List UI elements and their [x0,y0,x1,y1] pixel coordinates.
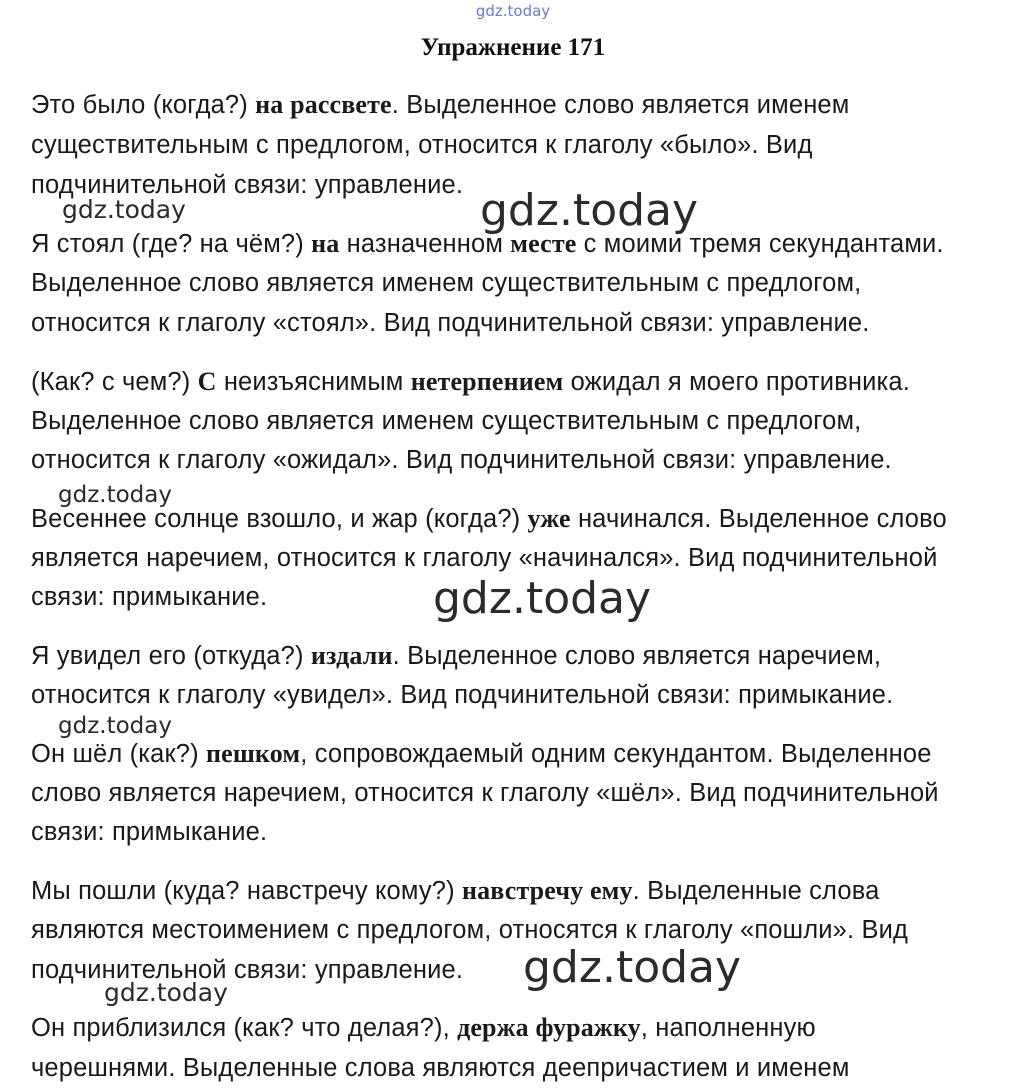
watermark: gdz.today [104,978,228,1007]
text-segment: Выделенное слово является именем существительным с предлогом, [31,269,862,297]
text-segment: является наречием, относится к глаголу «начинался». Вид подчинительной [31,544,938,572]
text-segment: существительным с предлогом, относится к глаголу «было». Вид [31,131,813,159]
text-segment: (Как? с чем?) [31,368,198,396]
text-line [31,543,938,573]
text-segment: относится к глаголу «стоял». Вид подчинительной связи: управление. [31,309,870,337]
watermark-top: gdz.today [475,2,551,20]
highlighted-word: месте [510,229,577,258]
watermark: gdz.today [62,195,186,224]
text-line [31,1013,816,1043]
text-line [31,1053,850,1083]
text-segment: относится к глаголу «ожидал». Вид подчинительной связи: управление. [31,446,892,474]
text-line [31,90,849,120]
text-segment: начинался. Выделенное слово [570,505,947,533]
text-segment: Я стоял (где? на чём?) [31,230,312,258]
text-line [31,778,939,808]
text-segment: . Выделенное слово является наречием, [392,642,882,670]
text-segment: подчинительной связи: управление. [31,171,464,199]
highlighted-word: издали [310,641,393,670]
text-segment: Он приблизился (как? что делая?), [31,1014,458,1042]
text-segment: Мы пошли (куда? навстречу кому?) [31,877,462,905]
text-segment: неизъяснимым [216,368,411,396]
highlighted-word: навстречу ему [461,876,633,905]
text-segment: Весеннее солнце взошло, и жар (когда?) [31,505,528,533]
text-segment: подчинительной связи: управление. [31,956,464,984]
highlighted-word: нетерпением [410,367,564,396]
watermark: gdz.today [58,713,172,739]
text-segment: черешнями. Выделенные слова являются деепричастием и именем [31,1054,850,1082]
text-line [31,915,908,945]
highlighted-word: держа фуражку [457,1013,641,1042]
highlighted-word: пешком [206,739,301,768]
exercise-title: Упражнение 171 [420,34,606,61]
text-line [31,308,870,338]
text-line [31,406,861,436]
text-segment: Я увидел его (откуда?) [31,642,311,670]
text-segment: , наполненную [640,1014,816,1042]
highlighted-word: уже [527,504,571,533]
text-line [31,367,910,397]
text-segment: Это было (когда?) [31,91,256,119]
text-line [31,582,267,612]
text-segment: , сопровождаемый одним секундантом. Выделенное [300,740,932,768]
text-line [31,445,892,475]
watermark: gdz.today [523,942,742,993]
text-line [31,739,932,769]
highlighted-word: С [197,367,217,396]
text-segment: ожидал я моего противника. [563,368,910,396]
watermark: gdz.today [58,482,172,508]
watermark: gdz.today [433,573,652,624]
text-segment: Он шёл (как?) [31,740,207,768]
text-segment: являются местоимением с предлогом, относятся к глаголу «пошли». Вид [31,916,909,944]
text-segment: . Выделенное слово является именем [391,91,850,119]
text-segment: Выделенное слово является именем существительным с предлогом, [31,407,862,435]
text-segment: . Выделенные слова [632,877,880,905]
text-line [31,504,947,534]
text-segment: слово является наречием, относится к глаголу «шёл». Вид подчинительной [31,779,939,807]
text-segment: назначенном [339,230,511,258]
text-line [31,641,881,671]
text-line [31,955,463,985]
text-segment: относится к глаголу «увидел». Вид подчинительной связи: примыкание. [31,681,894,709]
highlighted-word: на рассвете [255,90,392,119]
text-segment: связи: примыкание. [31,818,268,846]
text-line [31,817,267,847]
text-line [31,268,861,298]
text-segment: связи: примыкание. [31,583,268,611]
text-line [31,876,879,906]
text-line [31,680,893,710]
text-segment: с моими тремя секундантами. [576,230,944,258]
watermark: gdz.today [480,185,699,236]
highlighted-word: на [311,229,340,258]
text-line [31,130,812,160]
